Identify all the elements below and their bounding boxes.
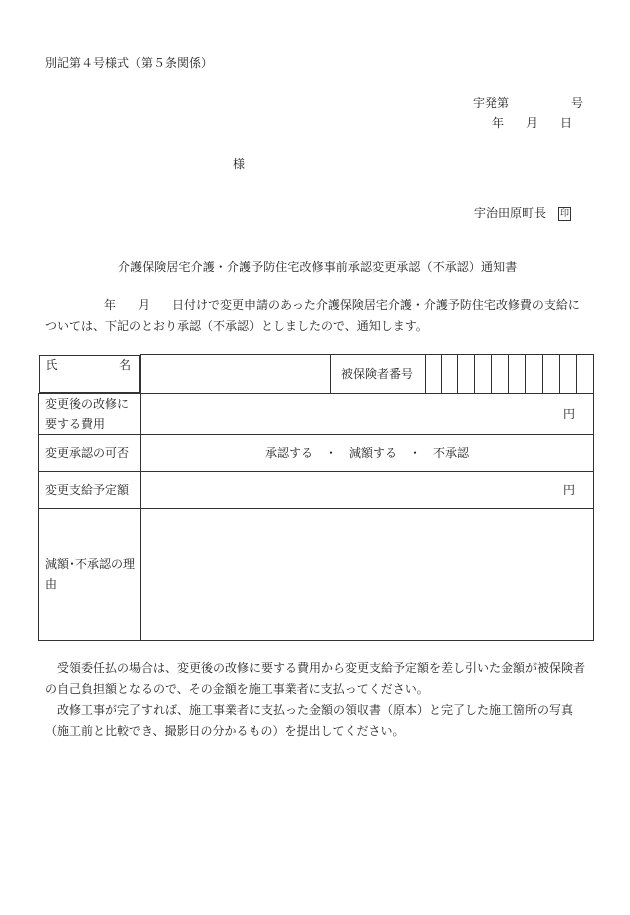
issue-date	[492, 114, 572, 131]
table-row	[39, 471, 594, 508]
decision-options[interactable]: 承認する ・ 減額する ・ 不承認	[141, 434, 594, 471]
addressee: 様	[233, 157, 246, 171]
amount-field[interactable]	[141, 471, 594, 508]
date-day: 日	[560, 116, 573, 130]
document-title: 介護保険居宅介護・介護予防住宅改修事前承認変更承認（不承認）通知書	[118, 260, 518, 274]
amount-unit: 円	[562, 483, 575, 497]
reference-prefix: 宇発第	[473, 96, 510, 110]
intro-line-2: ついては、下記のとおり承認（不承認）としましたので、通知します。	[45, 319, 428, 333]
name-field[interactable]	[141, 355, 331, 394]
amount-label: 変更支給予定額	[39, 471, 141, 508]
insured-number-digit[interactable]	[577, 355, 594, 394]
seal-icon: 印	[560, 208, 570, 219]
intro-line-1	[104, 296, 580, 313]
name-label: 氏 名	[39, 355, 141, 393]
date-month: 月	[526, 116, 539, 130]
insured-number-label: 被保険者番号	[331, 355, 426, 394]
decision-label: 変更承認の可否	[39, 434, 141, 471]
date-year: 年	[492, 116, 505, 130]
note-completion: 改修工事が完了すれば、施工事業者に支払った金額の領収書（原本）と完了した施工箇所の写真（施工前と比較でき、撮影日の分かるもの）を提出してください。	[45, 703, 574, 738]
insured-number-digit[interactable]	[526, 355, 543, 394]
cost-field[interactable]	[141, 393, 594, 434]
insured-number-digit[interactable]	[458, 355, 475, 394]
table-row	[39, 508, 594, 640]
intro-month: 月	[138, 298, 151, 312]
insured-number-digit[interactable]	[509, 355, 526, 394]
insured-number-digit[interactable]	[475, 355, 492, 394]
reference-number	[473, 94, 583, 111]
insured-number-digit[interactable]	[560, 355, 577, 394]
table-row	[39, 434, 594, 471]
reference-suffix: 号	[571, 96, 584, 110]
insured-number-digit[interactable]	[442, 355, 458, 394]
notice-table	[38, 354, 594, 641]
issuer-name: 宇治田原町長	[474, 206, 547, 220]
insured-number-digit[interactable]	[543, 355, 560, 394]
table-row	[39, 393, 594, 434]
insured-number-digit[interactable]	[492, 355, 509, 394]
cost-label: 変更後の改修に要する費用	[39, 393, 141, 434]
reason-field[interactable]	[141, 508, 594, 640]
issuer	[474, 204, 571, 221]
table-row	[39, 355, 594, 394]
intro-year: 年	[104, 298, 117, 312]
reason-label: 減額･不承認の理由	[39, 508, 141, 640]
cost-unit: 円	[562, 407, 575, 421]
form-code: 別記第４号様式（第５条関係）	[45, 56, 214, 70]
insured-number-digit[interactable]	[426, 355, 442, 394]
intro-text: 日付けで変更申請のあった介護保険居宅介護・介護予防住宅改修費の支給に	[172, 298, 580, 312]
note-payment: 受領委任払の場合は、変更後の改修に要する費用から変更支給予定額を差し引いた金額が被保険者の自己負担額となるので、その金額を施工事業者に支払ってください。	[45, 661, 586, 696]
